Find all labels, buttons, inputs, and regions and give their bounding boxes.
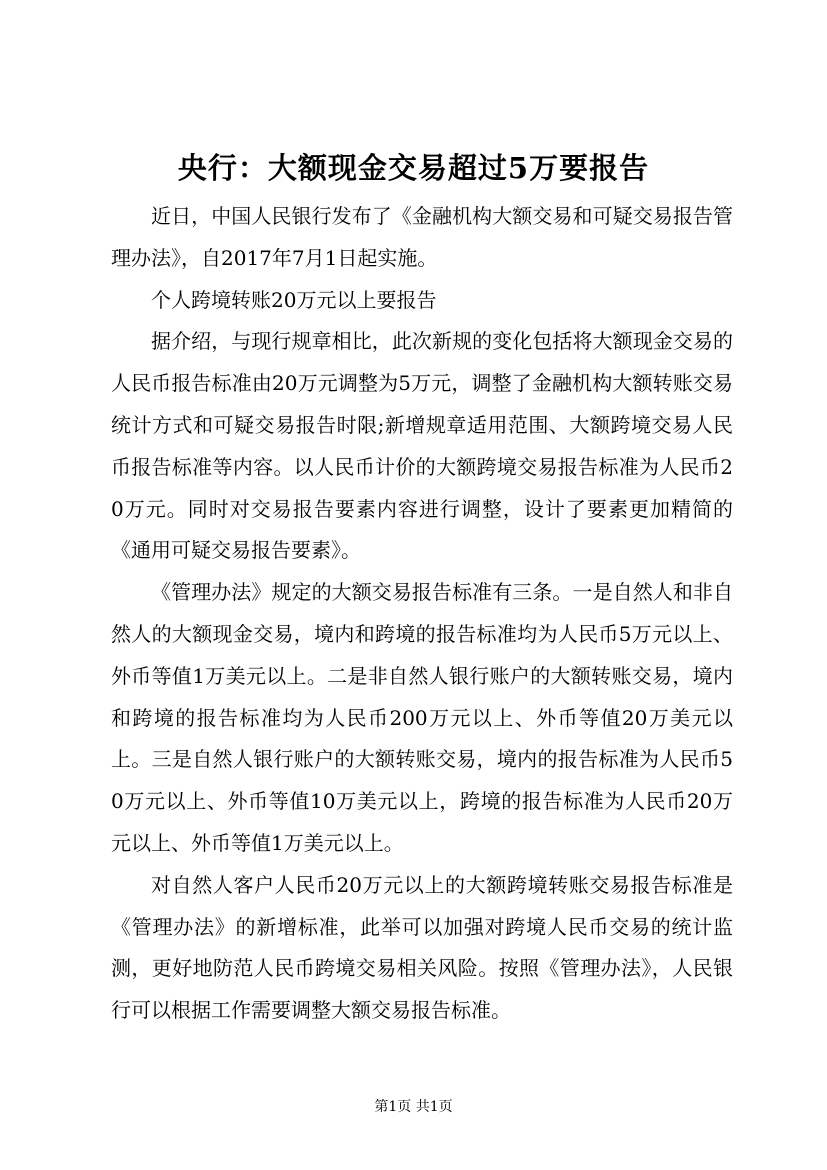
page-number-footer: 第1页 共1页: [374, 1099, 453, 1115]
paragraph-changes: 据介绍，与现行规章相比，此次新规的变化包括将大额现金交易的人民币报告标准由20万元调整为5万元，调整了金融机构大额转账交易统计方式和可疑交易报告时限;新增规章适用范围、大额跨境交易人民币报告标准等内容。以人民币计价的大额跨境交易报告标准为人民币20万元。同时对交易报告要素内容进行调整，设计了要素更加精简的《通用可疑交易报告要素》。: [111, 329, 733, 563]
paragraph-intro: 近日，中国人民银行发布了《金融机构大额交易和可疑交易报告管理办法》，自2017年7月1日起实施。: [111, 204, 733, 270]
document-body: [111, 196, 733, 1032]
paragraph-standards: 《管理办法》规定的大额交易报告标准有三条。一是自然人和非自然人的大额现金交易，境内和跨境的报告标准均为人民币5万元以上、外币等值1万美元以上。二是非自然人银行账户的大额转账交易，境内和跨境的报告标准均为人民币200万元以上、外币等值20万美元以上。三是自然人银行账户的大额转账交易，境内的报告标准为人民币50万元以上、外币等值10万美元以上，跨境的报告标准为人民币20万元以上、外币等值1万美元以上。: [111, 580, 733, 855]
document-title: 央行：大额现金交易超过5万要报告: [177, 151, 650, 185]
paragraph-new-standard: 对自然人客户人民币20万元以上的大额跨境转账交易报告标准是《管理办法》的新增标准，此举可以加强对跨境人民币交易的统计监测，更好地防范人民币跨境交易相关风险。按照《管理办法》，人民银行可以根据工作需要调整大额交易报告标准。: [111, 872, 733, 1023]
paragraph-subheading: 个人跨境转账20万元以上要报告: [151, 287, 437, 312]
